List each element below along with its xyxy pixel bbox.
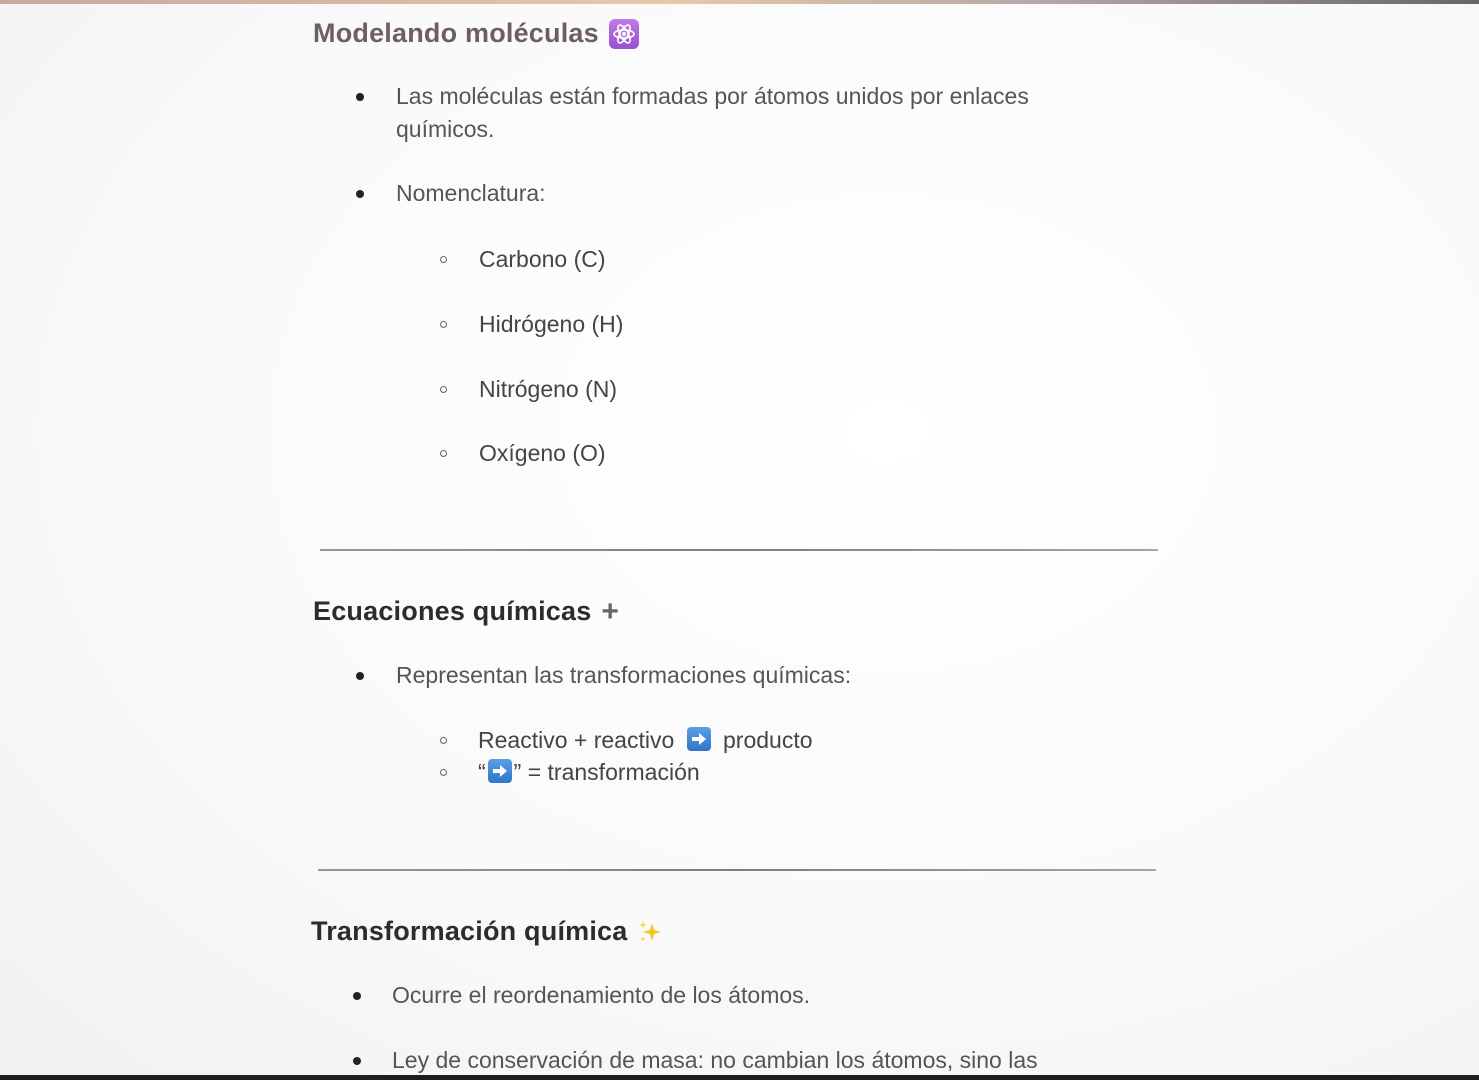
heading-text: Modelando moléculas (313, 18, 599, 48)
sub-list-item (440, 243, 606, 276)
sub-list-item-text: ” = transformación (513, 759, 700, 785)
bullet-dot (356, 672, 364, 680)
heading-text: Transformación química (311, 916, 628, 946)
sub-list-item-text: Reactivo + reactivo (478, 727, 675, 753)
heading-text: Ecuaciones químicas (313, 596, 592, 626)
sub-list-item (440, 724, 813, 757)
bullet-dot (353, 992, 361, 1000)
list-item (353, 1044, 1038, 1077)
sub-list-item-text: Oxígeno (O) (479, 440, 606, 466)
horizontal-divider (318, 869, 1156, 871)
sparkles-icon (637, 919, 663, 945)
top-edge (0, 0, 1479, 4)
list-item (356, 80, 1029, 146)
list-item-text: Nomenclatura: (396, 180, 546, 206)
sub-list-item (440, 756, 700, 789)
bullet-circle (440, 450, 447, 457)
list-item (356, 177, 546, 210)
list-item-text: Ocurre el reordenamiento de los átomos. (392, 982, 811, 1008)
bullet-circle (440, 256, 447, 263)
sub-list-item (440, 308, 623, 341)
section-heading-modelando-moleculas (313, 18, 639, 49)
horizontal-divider (320, 549, 1158, 551)
list-item-text-continued: químicos. (396, 116, 495, 142)
bullet-circle (440, 386, 447, 393)
list-item (353, 979, 810, 1012)
bullet-circle (440, 321, 447, 328)
section-heading-ecuaciones-quimicas (313, 596, 619, 627)
sub-list-item-text: Carbono (C) (479, 246, 606, 272)
right-arrow-icon (687, 727, 711, 751)
bottom-edge (0, 1075, 1479, 1080)
sub-list-item (440, 373, 617, 406)
list-item-text: Ley de conservación de masa: no cambian los átomos, sino las (392, 1047, 1038, 1073)
bullet-circle (440, 737, 447, 744)
bullet-dot (353, 1057, 361, 1065)
list-item (356, 659, 851, 692)
document-page (0, 4, 1479, 1075)
quote-open: “ (478, 759, 486, 785)
list-item-text: Las moléculas están formadas por átomos unidos por enlaces (396, 83, 1029, 109)
bullet-circle (440, 769, 447, 776)
list-item-text: Representan las transformaciones químicas: (396, 662, 852, 688)
bullet-dot (356, 93, 364, 101)
sub-list-item (440, 437, 606, 470)
right-arrow-icon (488, 759, 512, 783)
plus-icon: + (601, 594, 620, 628)
atom-icon (609, 19, 639, 49)
sub-list-item-text: producto (723, 727, 813, 753)
sub-list-item-text: Hidrógeno (H) (479, 311, 624, 337)
sub-list-item-text: Nitrógeno (N) (479, 376, 618, 402)
section-heading-transformacion-quimica (311, 916, 663, 947)
bullet-dot (356, 190, 364, 198)
